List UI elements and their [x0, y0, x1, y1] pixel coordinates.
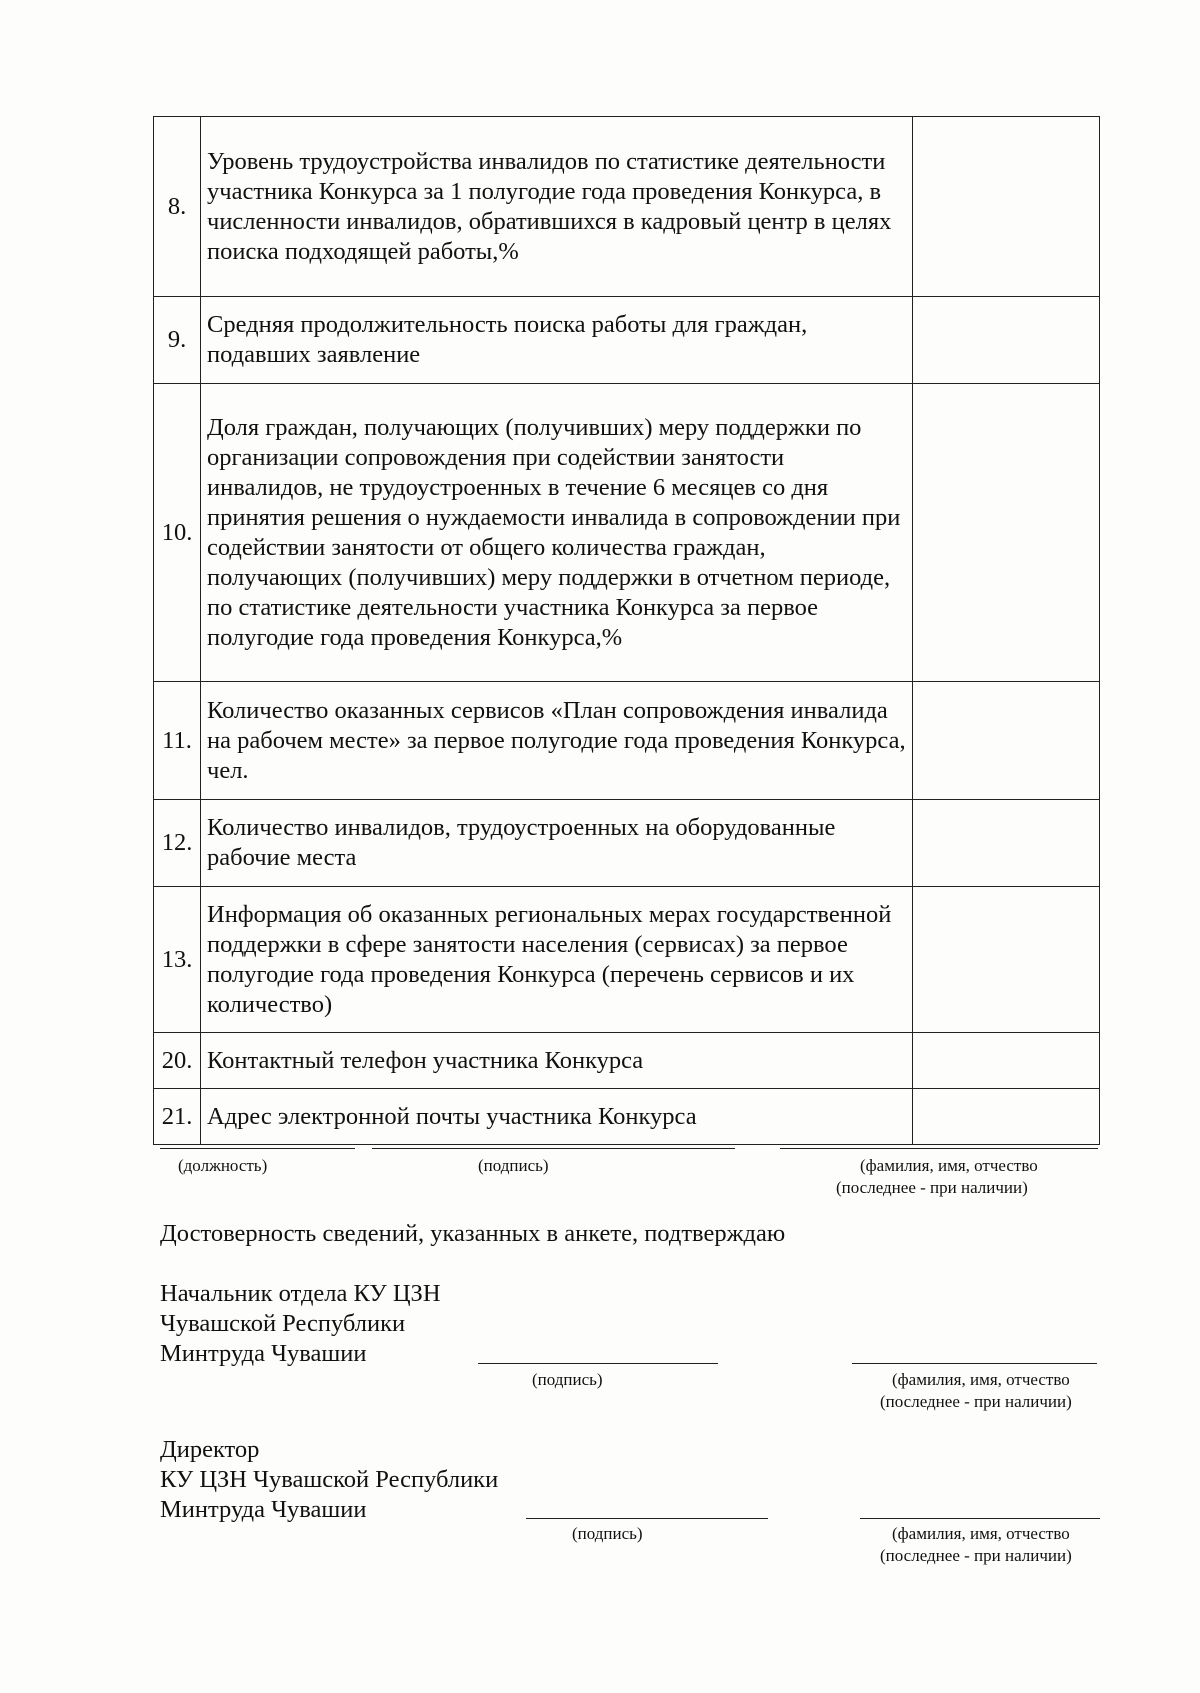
table-row: [154, 117, 1100, 297]
row-indicator-text: Доля граждан, получающих (получивших) меру поддержки по организации сопровождения при содействии занятости инвалидов, не трудоустроенных в течение 6 месяцев со дня принятия решения о нуждаемости инвалида в сопровождении при содействии занятости от общего количества граждан, получающих (получивших) меру поддержки в отчетном периоде, по статистике деятельности участника Конкурса за первое полугодие года проведения Конкурса,%: [201, 384, 913, 682]
table-row: [154, 1033, 1100, 1089]
confirmation-text: Достоверность сведений, указанных в анкете, подтверждаю: [160, 1220, 786, 1247]
signer-2-full-name-line[interactable]: [860, 1518, 1100, 1519]
row-indicator-text: Количество оказанных сервисов «План сопровождения инвалида на рабочем месте» за первое полугодие года проведения Конкурса, чел.: [201, 682, 913, 800]
signer-1-title-line2: Чувашской Республики: [160, 1310, 406, 1337]
full-name-caption-line1: (фамилия, имя, отчество: [860, 1156, 1038, 1175]
table-row: [154, 682, 1100, 800]
signer-2-title-line1: Директор: [160, 1436, 260, 1463]
row-indicator-text: Средняя продолжительность поиска работы для граждан, подавших заявление: [201, 297, 913, 384]
signer-2-full-name-caption-line2: (последнее - при наличии): [880, 1546, 1072, 1565]
row-value-cell[interactable]: [913, 1033, 1100, 1089]
signer-2-title-line3: Минтруда Чувашии: [160, 1496, 367, 1523]
signer-1-full-name-line[interactable]: [852, 1363, 1097, 1364]
row-number: 20.: [154, 1033, 201, 1089]
signer-1-title-line1: Начальник отдела КУ ЦЗН: [160, 1280, 441, 1307]
row-number: 11.: [154, 682, 201, 800]
signature-line[interactable]: [372, 1148, 735, 1149]
signer-1-full-name-caption-line2: (последнее - при наличии): [880, 1392, 1072, 1411]
row-value-cell[interactable]: [913, 297, 1100, 384]
position-caption: (должность): [178, 1156, 268, 1175]
row-value-cell[interactable]: [913, 384, 1100, 682]
row-indicator-text: Адрес электронной почты участника Конкурса: [201, 1089, 913, 1145]
signer-1-title-line3: Минтруда Чувашии: [160, 1340, 367, 1367]
signer-1-signature-line[interactable]: [478, 1363, 718, 1364]
row-indicator-text: Уровень трудоустройства инвалидов по статистике деятельности участника Конкурса за 1 полугодие года проведения Конкурса, в численности инвалидов, обратившихся в кадровый центр в целях поиска подходящей работы,%: [201, 117, 913, 297]
row-number: 13.: [154, 887, 201, 1033]
row-number: 10.: [154, 384, 201, 682]
survey-table: [153, 116, 1100, 1145]
signature-caption: (подпись): [478, 1156, 549, 1175]
row-value-cell[interactable]: [913, 1089, 1100, 1145]
full-name-line[interactable]: [780, 1148, 1098, 1149]
signer-2-signature-line[interactable]: [526, 1518, 768, 1519]
row-indicator-text: Информация об оказанных региональных мерах государственной поддержки в сфере занятости населения (сервисах) за первое полугодие года проведения Конкурса (перечень сервисов и их количество): [201, 887, 913, 1033]
full-name-caption-line2: (последнее - при наличии): [836, 1178, 1028, 1197]
signer-2-full-name-caption-line1: (фамилия, имя, отчество: [892, 1524, 1070, 1543]
table-row: [154, 1089, 1100, 1145]
signer-1-full-name-caption-line1: (фамилия, имя, отчество: [892, 1370, 1070, 1389]
row-number: 8.: [154, 117, 201, 297]
signer-2-signature-caption: (подпись): [572, 1524, 643, 1543]
row-indicator-text: Контактный телефон участника Конкурса: [201, 1033, 913, 1089]
table-row: [154, 887, 1100, 1033]
row-number: 21.: [154, 1089, 201, 1145]
row-value-cell[interactable]: [913, 117, 1100, 297]
row-value-cell[interactable]: [913, 800, 1100, 887]
position-signature-line[interactable]: [160, 1148, 355, 1149]
table-row: [154, 297, 1100, 384]
row-value-cell[interactable]: [913, 887, 1100, 1033]
row-number: 12.: [154, 800, 201, 887]
row-indicator-text: Количество инвалидов, трудоустроенных на оборудованные рабочие места: [201, 800, 913, 887]
signer-1-signature-caption: (подпись): [532, 1370, 603, 1389]
signer-2-title-line2: КУ ЦЗН Чувашской Республики: [160, 1466, 499, 1493]
table-row: [154, 800, 1100, 887]
table-row: [154, 384, 1100, 682]
row-number: 9.: [154, 297, 201, 384]
row-value-cell[interactable]: [913, 682, 1100, 800]
